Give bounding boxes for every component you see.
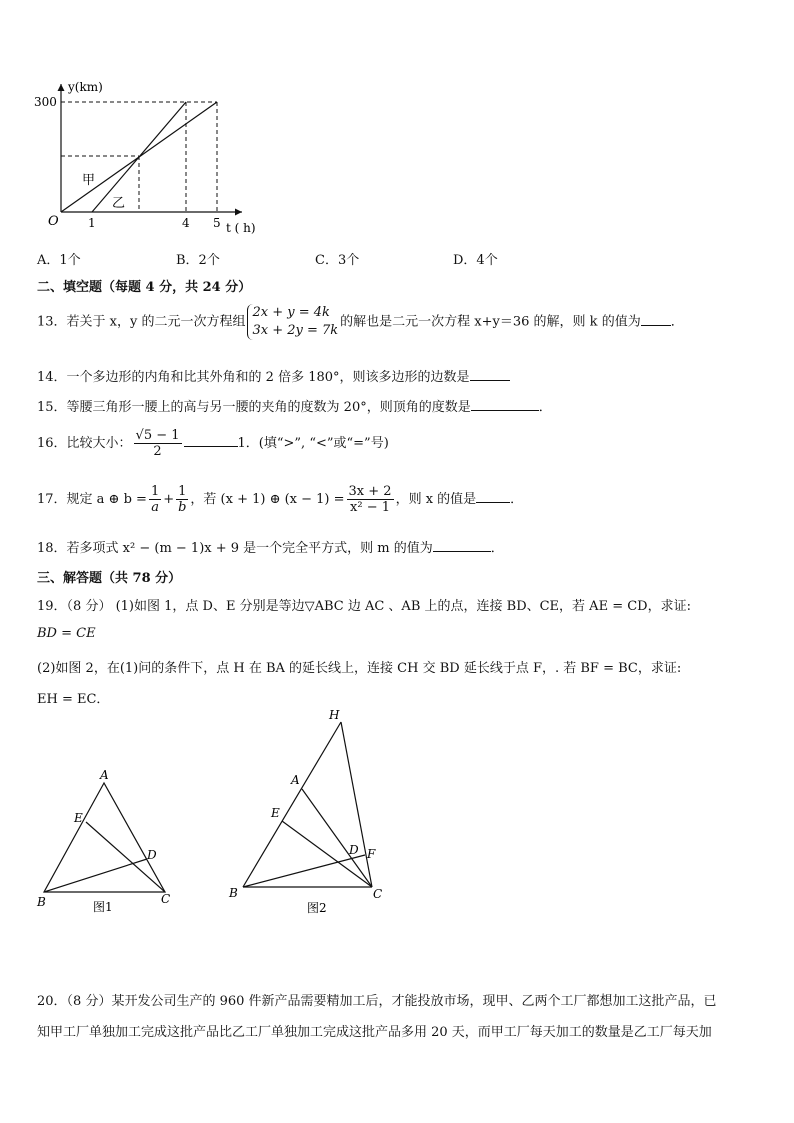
q16-answer-blank <box>184 434 238 447</box>
q17-frac-3-num: 3x + 2 <box>348 484 392 499</box>
q19-line3: (2)如图 2，在(1)问的条件下，点 H 在 BA 的延长线上，连接 CH 交 BD 延长线于点 F，. 若 BF = BC，求证: <box>37 661 682 676</box>
q13-suffix: 的解也是二元一次方程 x+y＝36 的解，则 k 的值为 <box>340 314 641 330</box>
q18-text: 18．若多项式 x² − (m − 1)x + 9 是一个完全平方式，则 m 的值为 <box>37 541 433 556</box>
option-c: C．3个 <box>315 253 360 268</box>
q17-end: ． <box>510 492 524 507</box>
figure-1 <box>30 770 190 920</box>
q14-text: 14．一个多边形的内角和比其外角和的 2 倍多 180°，则该多边形的边数是 <box>37 370 470 385</box>
question-13 <box>37 304 684 340</box>
q19-line1: 19．（8 分） (1)如图 1，点 D、E 分别是等边▽ABC 边 AC 、AB 上的点，连接 BD、CE，若 AE = CD，求证: <box>37 599 691 614</box>
q17-frac-1-num: 1 <box>150 484 160 499</box>
fig1-label-d: D <box>147 848 157 862</box>
q13-eq2: 3x + 2y = 7k <box>252 323 339 338</box>
question-17 <box>37 484 523 515</box>
equation-system <box>247 304 338 340</box>
y-tick-300: 300 <box>34 95 57 109</box>
q16-prefix: 16．比较大小： <box>37 436 132 451</box>
q17-middle: ，若 (x + 1) ⊕ (x − 1) = <box>190 492 345 507</box>
fig1-caption: 图1 <box>93 900 113 914</box>
fig2-label-b: B <box>229 886 238 900</box>
q16-numerator: √5 − 1 <box>135 428 180 443</box>
segment-bf <box>243 855 365 887</box>
section-solve-title: 三、解答题（共 78 分） <box>37 571 182 586</box>
fig2-label-c: C <box>373 887 383 901</box>
q17-plus: + <box>163 492 175 507</box>
q17-frac-3 <box>347 484 394 515</box>
q17-prefix: 17．规定 a ⊕ b = <box>37 492 147 507</box>
q16-fraction <box>134 428 182 459</box>
fig2-label-h: H <box>329 708 340 722</box>
fig2-label-f: F <box>367 847 376 861</box>
q13-answer-blank <box>641 313 671 326</box>
question-14 <box>37 366 510 385</box>
option-b: B．2个 <box>176 253 220 268</box>
q17-frac-2 <box>176 484 188 515</box>
q15-end: ． <box>538 400 552 415</box>
fig1-label-c: C <box>161 892 171 906</box>
line-label-jia: 甲 <box>82 173 96 188</box>
q13-end: ． <box>670 314 684 330</box>
q15-text: 15．等腰三角形一腰上的高与另一腰的夹角的度数为 20°，则顶角的度数是 <box>37 400 471 415</box>
q16-suffix: 1．(填“>”, “<”或“=”号) <box>237 436 389 451</box>
q16-denominator: 2 <box>153 444 162 459</box>
line-label-yi: 乙 <box>112 196 126 211</box>
section-fill-in-title: 二、填空题（每题 4 分，共 24 分） <box>37 280 252 295</box>
q17-frac-2-den: b <box>178 500 187 515</box>
q20-line1: 20．（8 分）某开发公司生产的 960 件新产品需要精加工后，才能投放市场，现甲、乙两个工厂都想加工这批产品，已 <box>37 994 717 1009</box>
segment-ac <box>302 789 372 887</box>
fig1-label-e: E <box>74 811 83 825</box>
fig2-label-d: D <box>349 843 359 857</box>
q15-answer-blank <box>471 398 539 411</box>
q18-end: ． <box>490 541 504 556</box>
option-a: A．1个 <box>37 253 81 268</box>
option-d: D．4个 <box>453 253 498 268</box>
q19-line2: BD = CE <box>37 626 96 641</box>
figure-2 <box>225 705 395 920</box>
x-tick-4: 4 <box>182 216 190 230</box>
origin-label: O <box>48 214 59 229</box>
q17-frac-1 <box>149 484 161 515</box>
fig2-label-a: A <box>291 773 300 787</box>
q13-eq1: 2x + y = 4k <box>252 305 330 320</box>
segment-ch <box>341 722 372 887</box>
q20-line2: 知甲工厂单独加工完成这批产品比乙工厂单独加工完成这批产品多用 20 天，而甲工厂每天加工的数量是乙工厂每天加 <box>37 1025 712 1040</box>
q17-frac-2-num: 1 <box>178 484 187 499</box>
q18-answer-blank <box>433 539 491 552</box>
q17-frac-1-den: a <box>151 500 159 515</box>
x-tick-1: 1 <box>88 216 96 230</box>
fig1-label-a: A <box>100 770 109 782</box>
q14-answer-blank <box>470 368 510 381</box>
q13-prefix: 13．若关于 x，y 的二元一次方程组 <box>37 314 246 330</box>
q17-frac-3-den: x² − 1 <box>350 500 391 515</box>
fig2-caption: 图2 <box>307 901 327 915</box>
x-axis-label: t ( h) <box>226 221 256 235</box>
line-yi <box>92 102 186 212</box>
fig2-label-e: E <box>271 806 280 820</box>
q19-line4: EH = EC． <box>37 692 110 707</box>
q17-answer-blank <box>476 490 510 503</box>
question-16 <box>37 428 389 459</box>
y-axis-label: y(km) <box>68 80 103 94</box>
fig1-label-b: B <box>37 895 46 909</box>
distance-time-graph <box>30 78 280 238</box>
x-tick-5: 5 <box>213 216 221 230</box>
segment-bh <box>243 722 341 887</box>
q17-suffix: ，则 x 的值是 <box>395 492 477 507</box>
question-15 <box>37 396 552 415</box>
question-18 <box>37 537 504 556</box>
